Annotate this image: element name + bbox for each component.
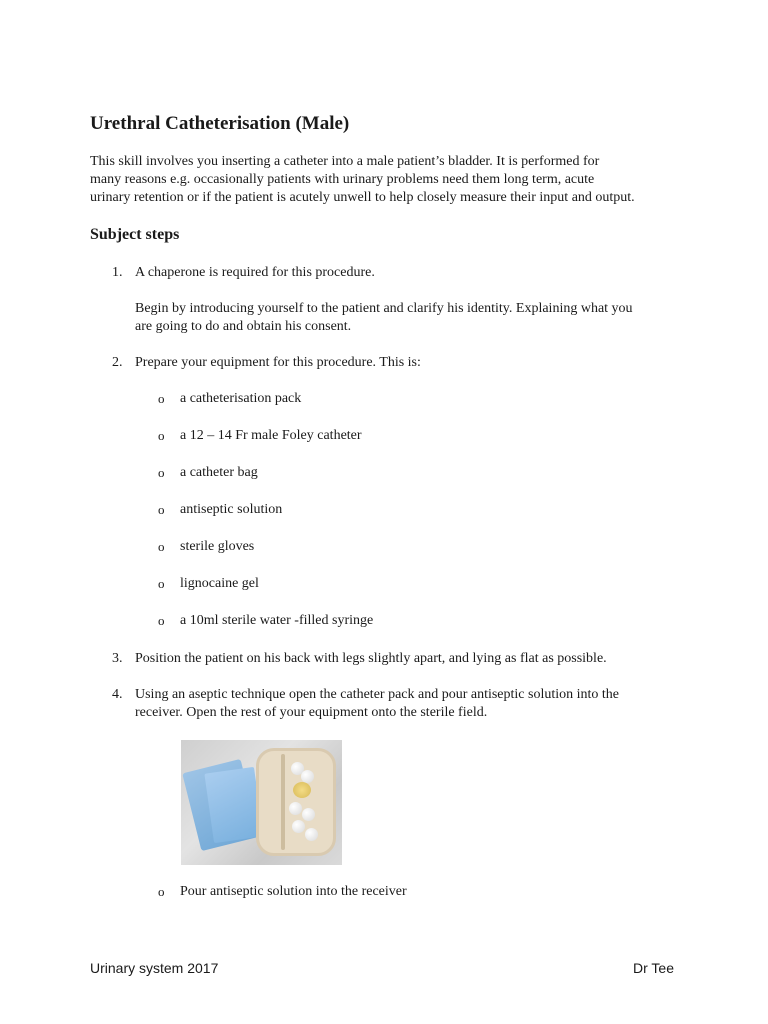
equipment-item: a 10ml sterile water -filled syringe bbox=[180, 613, 374, 628]
step-number: 2. bbox=[112, 355, 123, 370]
step-number: 1. bbox=[112, 265, 123, 280]
bullet-marker: o bbox=[158, 613, 165, 628]
bullet-marker: o bbox=[158, 428, 165, 443]
antiseptic-pot bbox=[293, 782, 311, 798]
step-text: Prepare your equipment for this procedure. This is: bbox=[135, 355, 421, 370]
footer-author: Dr Tee bbox=[633, 960, 674, 976]
document-title: Urethral Catheterisation (Male) bbox=[90, 113, 350, 134]
step-continuation bbox=[135, 300, 695, 336]
step-line: are going to do and obtain his consent. bbox=[135, 319, 352, 334]
equipment-item: sterile gloves bbox=[180, 539, 255, 554]
bullet-marker: o bbox=[158, 465, 165, 480]
catheter-pack-photo bbox=[181, 740, 342, 865]
step-line: receiver. Open the rest of your equipment onto the sterile field. bbox=[135, 705, 488, 720]
equipment-item: lignocaine gel bbox=[180, 576, 259, 591]
bullet-marker: o bbox=[158, 391, 165, 406]
intro-line: urinary retention or if the patient is acutely unwell to help closely measure their input and output. bbox=[90, 190, 635, 205]
tray-divider bbox=[281, 754, 285, 850]
cotton-ball bbox=[305, 828, 318, 841]
step-number: 4. bbox=[112, 687, 123, 702]
instruction-item: Pour antiseptic solution into the receiver bbox=[180, 884, 407, 899]
cotton-ball bbox=[289, 802, 302, 815]
cotton-ball bbox=[292, 820, 305, 833]
intro-line: many reasons e.g. occasionally patients with urinary problems need them long term, acute bbox=[90, 172, 595, 187]
step-number: 3. bbox=[112, 651, 123, 666]
equipment-item: antiseptic solution bbox=[180, 502, 283, 517]
bullet-marker: o bbox=[158, 884, 165, 899]
step-text bbox=[135, 686, 695, 722]
bullet-marker: o bbox=[158, 539, 165, 554]
equipment-item: a 12 – 14 Fr male Foley catheter bbox=[180, 428, 362, 443]
cotton-ball bbox=[302, 808, 315, 821]
step-line: Begin by introducing yourself to the patient and clarify his identity. Explaining what you bbox=[135, 301, 633, 316]
step-line: Using an aseptic technique open the catheter pack and pour antiseptic solution into the bbox=[135, 687, 620, 702]
step-text: Position the patient on his back with legs slightly apart, and lying as flat as possible. bbox=[135, 651, 607, 666]
intro-paragraph bbox=[90, 153, 690, 207]
subject-steps-heading: Subject steps bbox=[90, 226, 180, 243]
equipment-item: a catheter bag bbox=[180, 465, 258, 480]
intro-line: This skill involves you inserting a catheter into a male patient’s bladder. It is performed for bbox=[90, 154, 600, 169]
bullet-marker: o bbox=[158, 502, 165, 517]
bullet-marker: o bbox=[158, 576, 165, 591]
equipment-item: a catheterisation pack bbox=[180, 391, 302, 406]
sterile-towel bbox=[204, 767, 263, 843]
footer-course: Urinary system 2017 bbox=[90, 960, 219, 976]
step-text: A chaperone is required for this procedure. bbox=[135, 265, 375, 280]
